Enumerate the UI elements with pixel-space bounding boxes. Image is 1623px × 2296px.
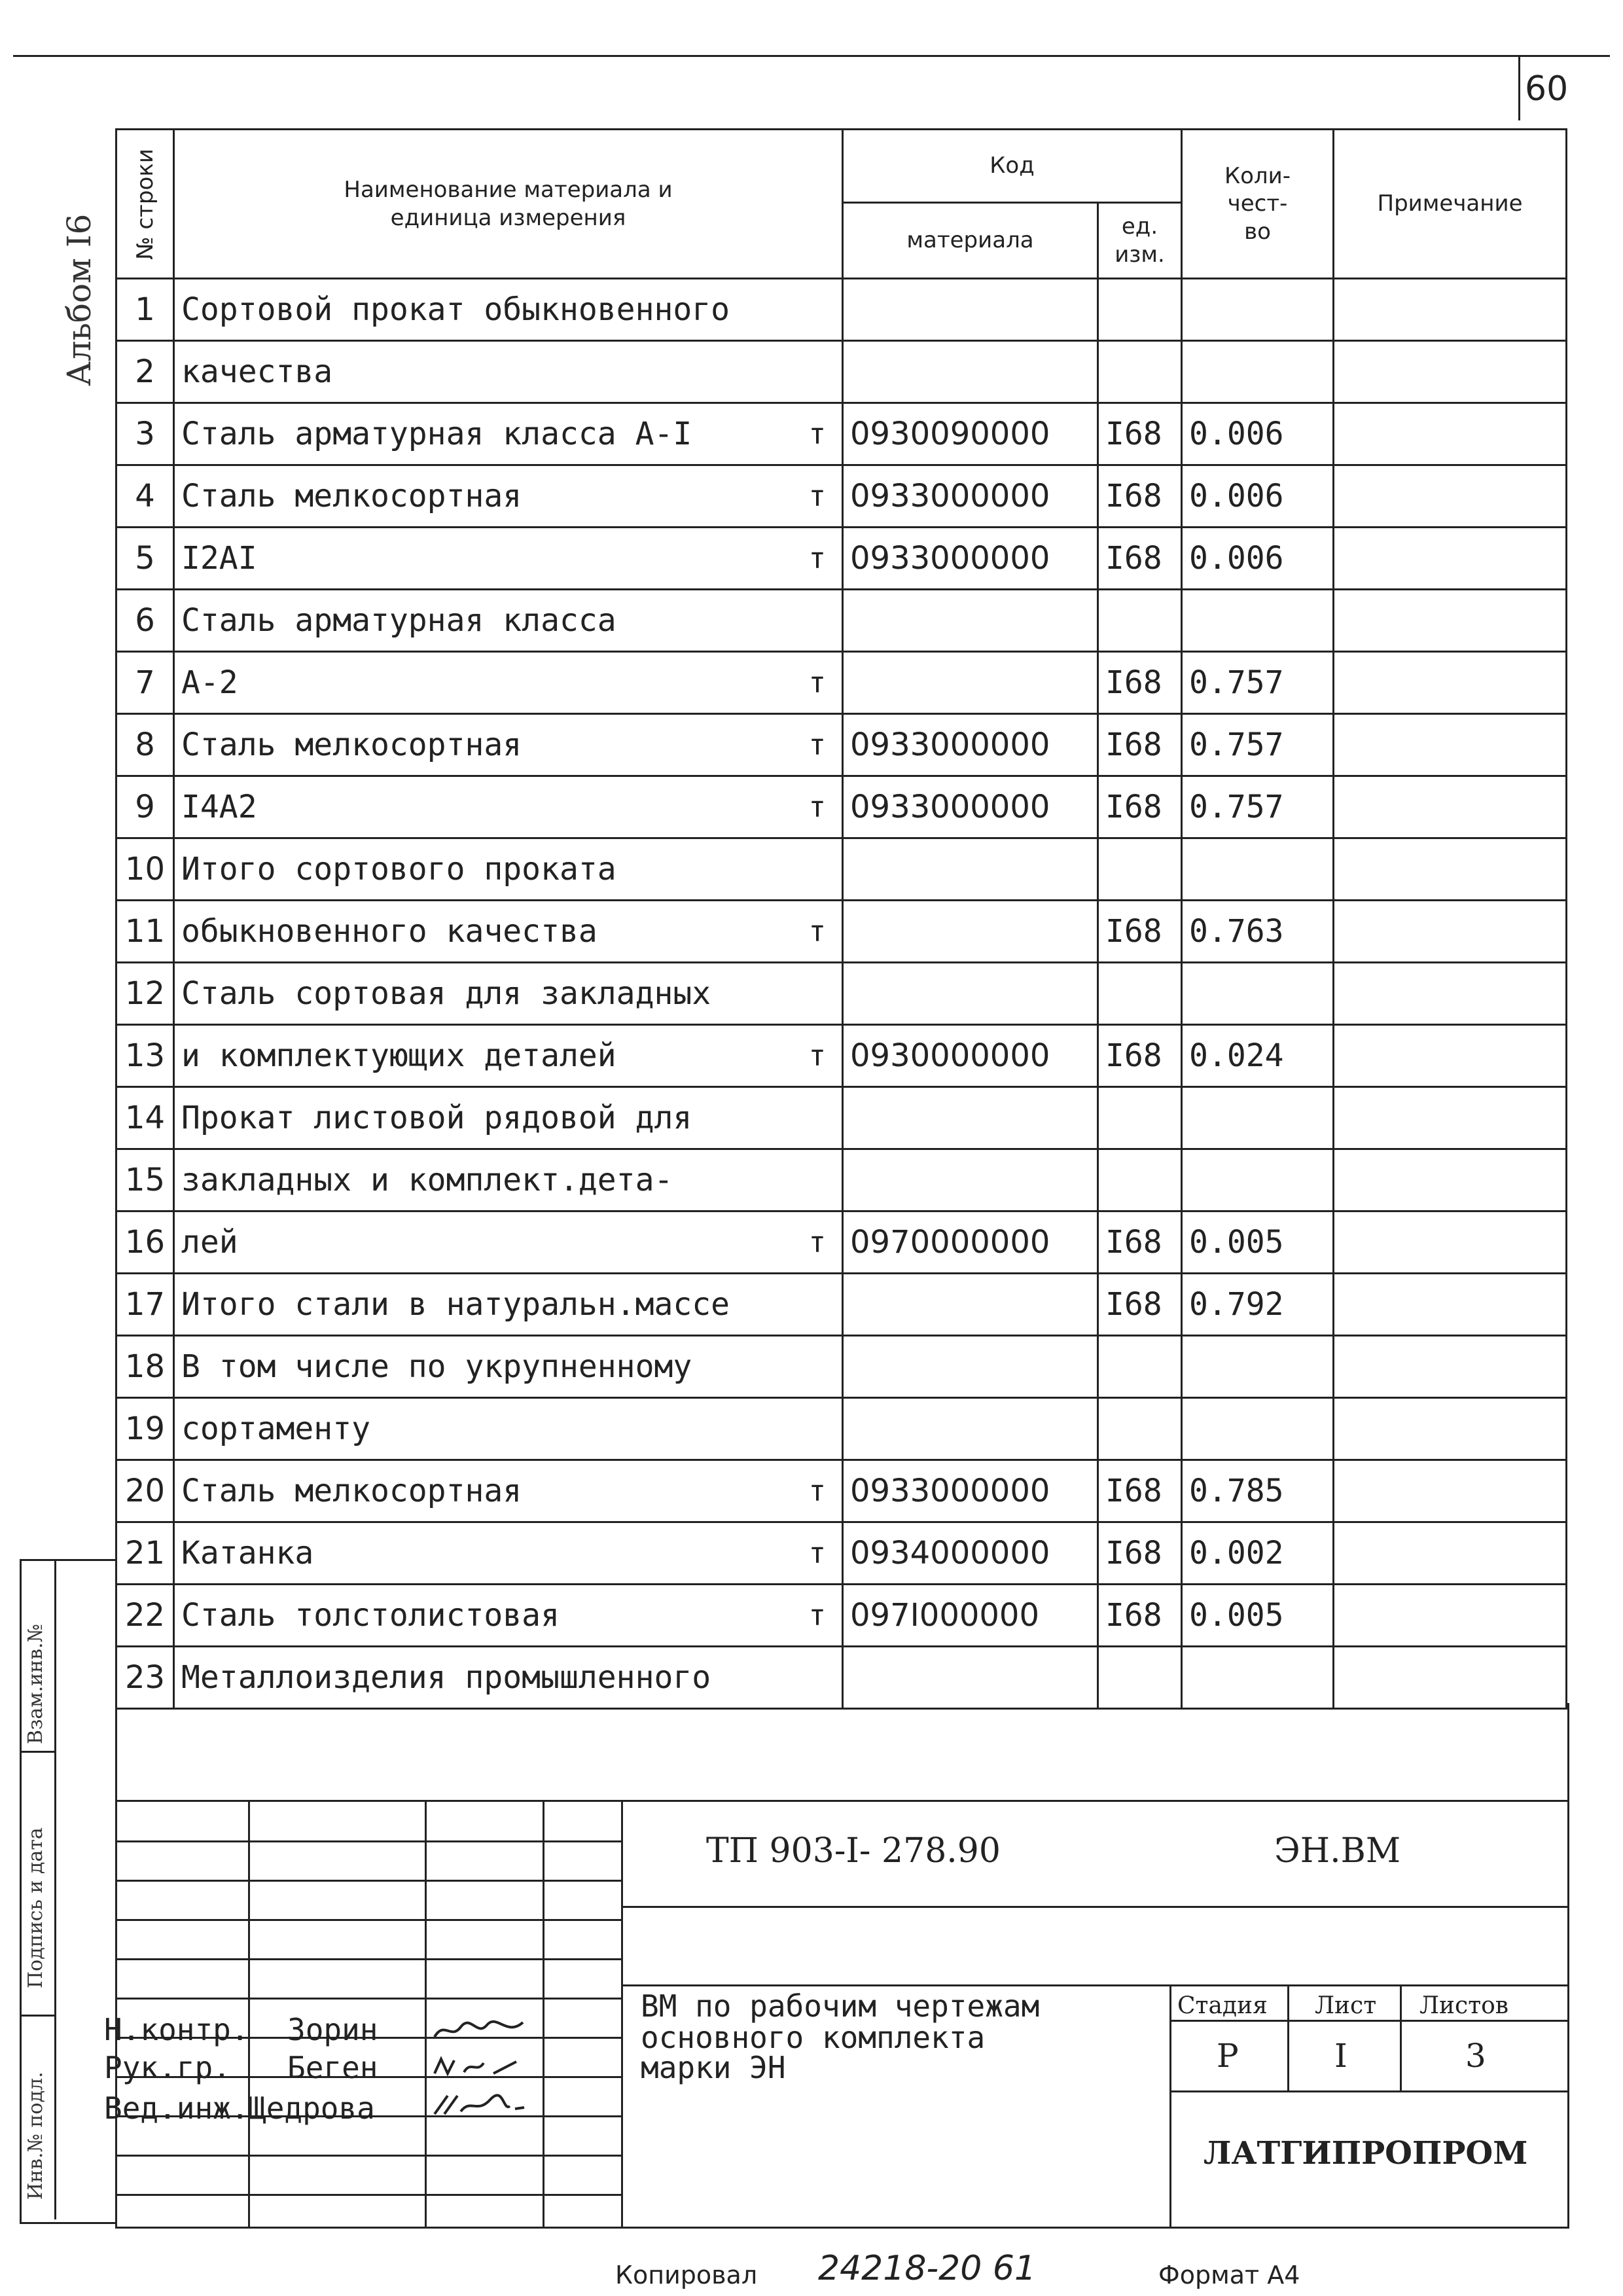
material-name-text: Сталь сортовая для закладных	[181, 975, 711, 1012]
side-stamp	[20, 1559, 117, 2224]
header-code-unit: ед. изм.	[1098, 203, 1182, 279]
row-unit-code	[1098, 838, 1182, 901]
row-material-code	[843, 341, 1098, 403]
row-quantity: 0.757	[1182, 652, 1334, 714]
doc-code: ТП 903-I- 278.90	[706, 1831, 1001, 1871]
table-row	[116, 1336, 1567, 1398]
row-number: 14	[116, 1087, 174, 1149]
stage-value: Р	[1217, 2037, 1239, 2075]
row-material-name	[174, 1398, 843, 1460]
album-label: Альбом I6	[60, 213, 98, 386]
material-name-text: Сталь мелкосортная	[181, 478, 522, 514]
material-name-text: качества	[181, 353, 333, 390]
row-unit-code	[1098, 1336, 1182, 1398]
table-row	[116, 341, 1567, 403]
material-name-text: закладных и комплект.дета-	[181, 1162, 673, 1198]
row-note	[1334, 1647, 1567, 1709]
row-material-name	[174, 590, 843, 652]
header-note: Примечание	[1334, 130, 1567, 279]
row-quantity: 0.785	[1182, 1460, 1334, 1522]
row-quantity: 0.005	[1182, 1585, 1334, 1647]
row-number: 18	[116, 1336, 174, 1398]
row-quantity	[1182, 279, 1334, 341]
table-row	[116, 714, 1567, 776]
table-row	[116, 901, 1567, 963]
row-quantity: 0.024	[1182, 1025, 1334, 1087]
row-quantity: 0.005	[1182, 1211, 1334, 1274]
row-material-code: 0933000000	[843, 714, 1098, 776]
table-row	[116, 1522, 1567, 1585]
row-material-name	[174, 279, 843, 341]
material-unit: т	[808, 541, 826, 575]
row-unit-code: I68	[1098, 776, 1182, 838]
row-material-name	[174, 528, 843, 590]
table-row	[116, 590, 1567, 652]
person-group-lead: Беген	[287, 2050, 378, 2085]
row-material-code	[843, 1336, 1098, 1398]
row-unit-code: I68	[1098, 1460, 1182, 1522]
row-material-name	[174, 341, 843, 403]
row-material-code: 0930000000	[843, 1025, 1098, 1087]
row-number: 5	[116, 528, 174, 590]
row-unit-code	[1098, 341, 1182, 403]
table-row	[116, 279, 1567, 341]
row-quantity	[1182, 590, 1334, 652]
material-name-text: В том числе по укрупненному	[181, 1348, 692, 1385]
row-quantity: 0.002	[1182, 1522, 1334, 1585]
material-name-text: Катанка	[181, 1535, 314, 1571]
row-material-name	[174, 714, 843, 776]
side-inv-orig-label: Инв.№ подл.	[24, 2072, 47, 2200]
row-unit-code	[1098, 1087, 1182, 1149]
row-quantity: 0.006	[1182, 528, 1334, 590]
row-quantity: 0.757	[1182, 714, 1334, 776]
material-name-text: Сталь толстолистовая	[181, 1597, 560, 1634]
row-unit-code: I68	[1098, 714, 1182, 776]
row-material-code: 0934000000	[843, 1522, 1098, 1585]
row-note	[1334, 838, 1567, 901]
row-material-name	[174, 901, 843, 963]
row-number: 15	[116, 1149, 174, 1211]
row-unit-code: I68	[1098, 1585, 1182, 1647]
signature-begen	[431, 2054, 529, 2080]
row-unit-code: I68	[1098, 403, 1182, 465]
materials-table	[115, 128, 1567, 1710]
side-sign-date-label: Подпись и дата	[24, 1827, 47, 1988]
row-note	[1334, 901, 1567, 963]
table-row	[116, 1025, 1567, 1087]
material-name-text: Сталь мелкосортная	[181, 1473, 522, 1509]
row-unit-code	[1098, 1149, 1182, 1211]
signature-zorin	[431, 2017, 529, 2043]
row-quantity	[1182, 1398, 1334, 1460]
material-unit: т	[808, 1039, 826, 1073]
row-material-code	[843, 1149, 1098, 1211]
row-unit-code: I68	[1098, 901, 1182, 963]
row-unit-code	[1098, 590, 1182, 652]
row-note	[1334, 1025, 1567, 1087]
row-material-name	[174, 403, 843, 465]
side-inv-orig-cell	[22, 2017, 56, 2219]
signature-shchedrova	[431, 2092, 529, 2118]
row-note	[1334, 1087, 1567, 1149]
row-material-name	[174, 465, 843, 528]
table-row	[116, 1460, 1567, 1522]
row-unit-code: I68	[1098, 1522, 1182, 1585]
row-unit-code: I68	[1098, 465, 1182, 528]
page-number: 60	[1525, 69, 1569, 109]
table-row	[116, 1398, 1567, 1460]
material-name-text: Прокат листовой рядовой для	[181, 1100, 692, 1136]
row-material-code: 0933000000	[843, 465, 1098, 528]
role-group-lead: Рук.гр.	[104, 2050, 231, 2085]
row-quantity: 0.763	[1182, 901, 1334, 963]
row-number: 17	[116, 1274, 174, 1336]
row-number: 16	[116, 1211, 174, 1274]
material-unit: т	[808, 1536, 826, 1570]
role-norm-control: Н.контр.	[104, 2012, 249, 2047]
side-inv-replace-label: Взам.инв.№	[24, 1624, 47, 1744]
row-note	[1334, 963, 1567, 1025]
table-row	[116, 963, 1567, 1025]
row-unit-code: I68	[1098, 1025, 1182, 1087]
row-number: 10	[116, 838, 174, 901]
row-material-name	[174, 1522, 843, 1585]
organization: ЛАТГИПРОПРОМ	[1204, 2135, 1528, 2172]
row-quantity: 0.006	[1182, 403, 1334, 465]
row-material-name	[174, 1585, 843, 1647]
row-unit-code	[1098, 1647, 1182, 1709]
row-note	[1334, 1149, 1567, 1211]
material-name-text: обыкновенного качества	[181, 913, 597, 950]
side-sign-date-cell	[22, 1753, 56, 2017]
material-name-text: Итого сортового проката	[181, 851, 616, 888]
row-unit-code: I68	[1098, 1274, 1182, 1336]
row-note	[1334, 1211, 1567, 1274]
row-material-name	[174, 652, 843, 714]
page-footer	[0, 2249, 1623, 2293]
sheets-label: Листов	[1419, 1992, 1509, 2019]
row-quantity	[1182, 838, 1334, 901]
footer-copied: Копировал	[615, 2261, 758, 2289]
row-material-code	[843, 838, 1098, 901]
row-material-code	[843, 901, 1098, 963]
material-name-text: сортаменту	[181, 1410, 370, 1447]
row-number: 8	[116, 714, 174, 776]
row-material-name	[174, 1025, 843, 1087]
row-number: 2	[116, 341, 174, 403]
row-material-code	[843, 652, 1098, 714]
side-inv-replace-cell	[22, 1561, 56, 1753]
row-material-code	[843, 1398, 1098, 1460]
row-note	[1334, 590, 1567, 652]
sheet-label: Лист	[1315, 1992, 1377, 2019]
row-quantity	[1182, 1647, 1334, 1709]
row-quantity	[1182, 341, 1334, 403]
materials-table-body	[116, 279, 1567, 1709]
material-unit: т	[808, 1225, 826, 1259]
row-material-code: 0970000000	[843, 1211, 1098, 1274]
header-code: Код	[843, 130, 1182, 203]
row-material-code	[843, 279, 1098, 341]
header-row-number: № строки	[116, 130, 174, 279]
row-material-code: 0933000000	[843, 528, 1098, 590]
row-material-code	[843, 963, 1098, 1025]
table-row	[116, 1585, 1567, 1647]
stage-label: Стадия	[1177, 1992, 1268, 2019]
top-border-line	[13, 55, 1610, 57]
material-name-text: Сортовой прокат обыкновенного	[181, 291, 730, 328]
sheets-value: 3	[1465, 2037, 1486, 2075]
material-unit: т	[808, 417, 826, 451]
table-row	[116, 838, 1567, 901]
row-number: 12	[116, 963, 174, 1025]
row-material-name	[174, 1149, 843, 1211]
table-row	[116, 528, 1567, 590]
row-material-name	[174, 776, 843, 838]
sheet-value: I	[1334, 2037, 1347, 2075]
row-note	[1334, 776, 1567, 838]
table-row	[116, 465, 1567, 528]
row-material-name	[174, 1460, 843, 1522]
material-unit: т	[808, 728, 826, 762]
row-note	[1334, 1522, 1567, 1585]
row-number: 3	[116, 403, 174, 465]
row-unit-code: I68	[1098, 652, 1182, 714]
row-note	[1334, 1274, 1567, 1336]
row-quantity: 0.757	[1182, 776, 1334, 838]
material-name-text: Сталь арматурная класса А-I	[181, 416, 692, 452]
material-name-text: Итого стали в натуральн.массе	[181, 1286, 730, 1323]
table-row	[116, 652, 1567, 714]
table-row	[116, 776, 1567, 838]
row-quantity: 0.006	[1182, 465, 1334, 528]
row-number: 4	[116, 465, 174, 528]
material-name-text: Сталь арматурная класса	[181, 602, 616, 639]
row-unit-code	[1098, 963, 1182, 1025]
row-unit-code: I68	[1098, 528, 1182, 590]
row-number: 20	[116, 1460, 174, 1522]
row-number: 21	[116, 1522, 174, 1585]
row-note	[1334, 465, 1567, 528]
row-material-name	[174, 1211, 843, 1274]
row-note	[1334, 528, 1567, 590]
table-row	[116, 1087, 1567, 1149]
row-material-code: 0933000000	[843, 1460, 1098, 1522]
row-number: 19	[116, 1398, 174, 1460]
table-row	[116, 1149, 1567, 1211]
footer-format: Формат А4	[1158, 2261, 1300, 2289]
material-unit: т	[808, 479, 826, 513]
doc-title-line-1: ВМ по рабочим чертежам	[641, 1988, 1040, 2024]
row-quantity	[1182, 1087, 1334, 1149]
table-row	[116, 1647, 1567, 1709]
row-unit-code	[1098, 279, 1182, 341]
header-quantity: Коли-чест-во	[1182, 130, 1334, 279]
doc-mark: ЭН.ВМ	[1274, 1831, 1401, 1871]
doc-title-line-2: основного комплекта	[641, 2020, 986, 2055]
header-code-material: материала	[843, 203, 1098, 279]
role-lead-engineer: Вед.инж.	[104, 2090, 249, 2126]
row-note	[1334, 1398, 1567, 1460]
row-note	[1334, 714, 1567, 776]
title-block	[104, 1703, 1569, 2229]
row-number: 23	[116, 1647, 174, 1709]
row-note	[1334, 1336, 1567, 1398]
table-row	[116, 1274, 1567, 1336]
person-norm-control: Зорин	[287, 2012, 378, 2047]
row-material-code: 097I000000	[843, 1585, 1098, 1647]
material-name-text: А-2	[181, 664, 238, 701]
table-row	[116, 403, 1567, 465]
material-unit: т	[808, 1598, 826, 1632]
row-material-code	[843, 1087, 1098, 1149]
material-unit: т	[808, 666, 826, 700]
table-row	[116, 1211, 1567, 1274]
row-material-code	[843, 1274, 1098, 1336]
row-quantity	[1182, 963, 1334, 1025]
row-note	[1334, 1460, 1567, 1522]
material-name-text: и комплектующих деталей	[181, 1037, 616, 1074]
row-unit-code	[1098, 1398, 1182, 1460]
material-unit: т	[808, 914, 826, 948]
row-unit-code: I68	[1098, 1211, 1182, 1274]
row-note	[1334, 1585, 1567, 1647]
row-note	[1334, 652, 1567, 714]
person-lead-engineer: Щедрова	[248, 2090, 375, 2126]
row-number: 11	[116, 901, 174, 963]
header-material-name: Наименование материала и единица измерения	[174, 130, 843, 279]
row-quantity	[1182, 1149, 1334, 1211]
row-number: 22	[116, 1585, 174, 1647]
row-number: 7	[116, 652, 174, 714]
row-material-code	[843, 1647, 1098, 1709]
material-name-text: Металлоизделия промышленного	[181, 1659, 711, 1696]
material-unit: т	[808, 790, 826, 824]
material-name-text: Сталь мелкосортная	[181, 726, 522, 763]
page-number-divider	[1518, 55, 1520, 120]
row-note	[1334, 403, 1567, 465]
row-material-code: 0933000000	[843, 776, 1098, 838]
row-number: 6	[116, 590, 174, 652]
row-note	[1334, 341, 1567, 403]
material-name-text: I2AI	[181, 540, 257, 577]
row-material-name	[174, 1336, 843, 1398]
row-material-name	[174, 1647, 843, 1709]
row-material-code: 0930090000	[843, 403, 1098, 465]
material-name-text: I4A2	[181, 789, 257, 825]
material-unit: т	[808, 1474, 826, 1508]
row-quantity: 0.792	[1182, 1274, 1334, 1336]
row-number: 13	[116, 1025, 174, 1087]
row-note	[1334, 279, 1567, 341]
row-material-name	[174, 1087, 843, 1149]
material-name-text: лей	[181, 1224, 238, 1261]
row-material-name	[174, 838, 843, 901]
row-material-name	[174, 963, 843, 1025]
row-material-code	[843, 590, 1098, 652]
row-number: 9	[116, 776, 174, 838]
row-quantity	[1182, 1336, 1334, 1398]
row-material-name	[174, 1274, 843, 1336]
row-number: 1	[116, 279, 174, 341]
footer-number: 24218-20 61	[818, 2249, 1037, 2288]
doc-title-line-3: марки ЭН	[641, 2050, 786, 2085]
